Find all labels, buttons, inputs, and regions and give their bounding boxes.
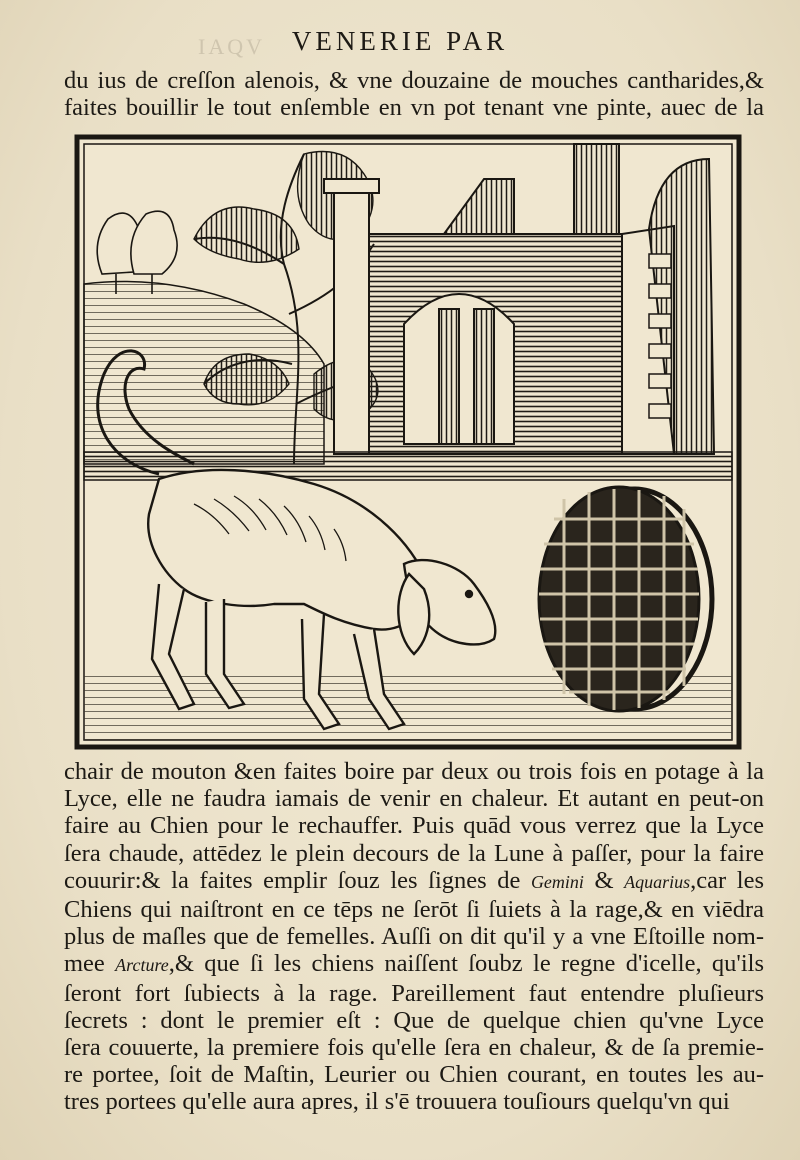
text-line: tres portees qu'elle aura apres, il s'ē trouuera touſiours quelqu'vn qui [64, 1088, 730, 1116]
italic-term-gemini: Gemini [530, 871, 584, 892]
text-line: faire au Chien pour le rechauffer. Puis quād vous verrez que la Lyce [64, 812, 764, 840]
text-segment: couurir:& la faites emplir ſouz les ſignes de [64, 866, 531, 894]
round-grate [539, 487, 712, 711]
text-line [64, 867, 764, 896]
woodcut-illustration [74, 134, 742, 750]
text-line: faites bouillir le tout enſemble en vn pot tenant vne pinte, auec de la [64, 93, 764, 121]
text-line [64, 950, 764, 979]
text-segment: ,& que ſi les chiens naiſſent ſoubz le regne d'icelle, qu'ils [168, 950, 764, 978]
text-line: re portee, ſoit de Maſtin, Leurier ou Chien courant, en toutes les au- [64, 1061, 764, 1089]
italic-term-aquarius: Aquarius [624, 871, 691, 892]
text-block-top [64, 68, 764, 121]
text-line: ſecrets : dont le premier eſt : Que de quelque chien qu'vne Lyce [64, 1006, 764, 1034]
text-segment: ,car les [690, 866, 764, 894]
running-title: VENERIE PAR [291, 26, 509, 56]
italic-term-arcture: Arcture [115, 955, 169, 976]
text-line: ſeront fort ſubiects à la rage. Pareillement faut entendre pluſieurs [64, 979, 764, 1007]
text-line: ſera couuerte, la premiere fois qu'elle ſera en chaleur, & de ſa premie- [64, 1034, 764, 1062]
show-through-text: IAQV [198, 34, 265, 59]
text-line: chair de mouton &en faites boire par deux ou trois fois en potage à la [64, 758, 764, 785]
text-line: plus de maſles que de femelles. Auſſi on dit qu'il y a vne Eſtoille nom- [64, 923, 764, 951]
text-line: ſera chaude, attēdez le plein decours de la Lune à paſſer, pour la faire [64, 839, 764, 867]
text-segment: & [583, 866, 625, 894]
text-block-body [64, 758, 764, 1116]
text-line: Chiens qui naiſtront en ce tēps ne ſerōt ſi ſuiets à la rage,& en viēdra [64, 896, 764, 924]
text-line: Lyce, elle ne faudra iamais de venir en chaleur. Et autant en peut-on [64, 785, 764, 813]
text-line: du ius de creſſon alenois, & vne douzaine de mouches cantharides,& [64, 67, 764, 94]
text-segment: mee [64, 950, 116, 978]
